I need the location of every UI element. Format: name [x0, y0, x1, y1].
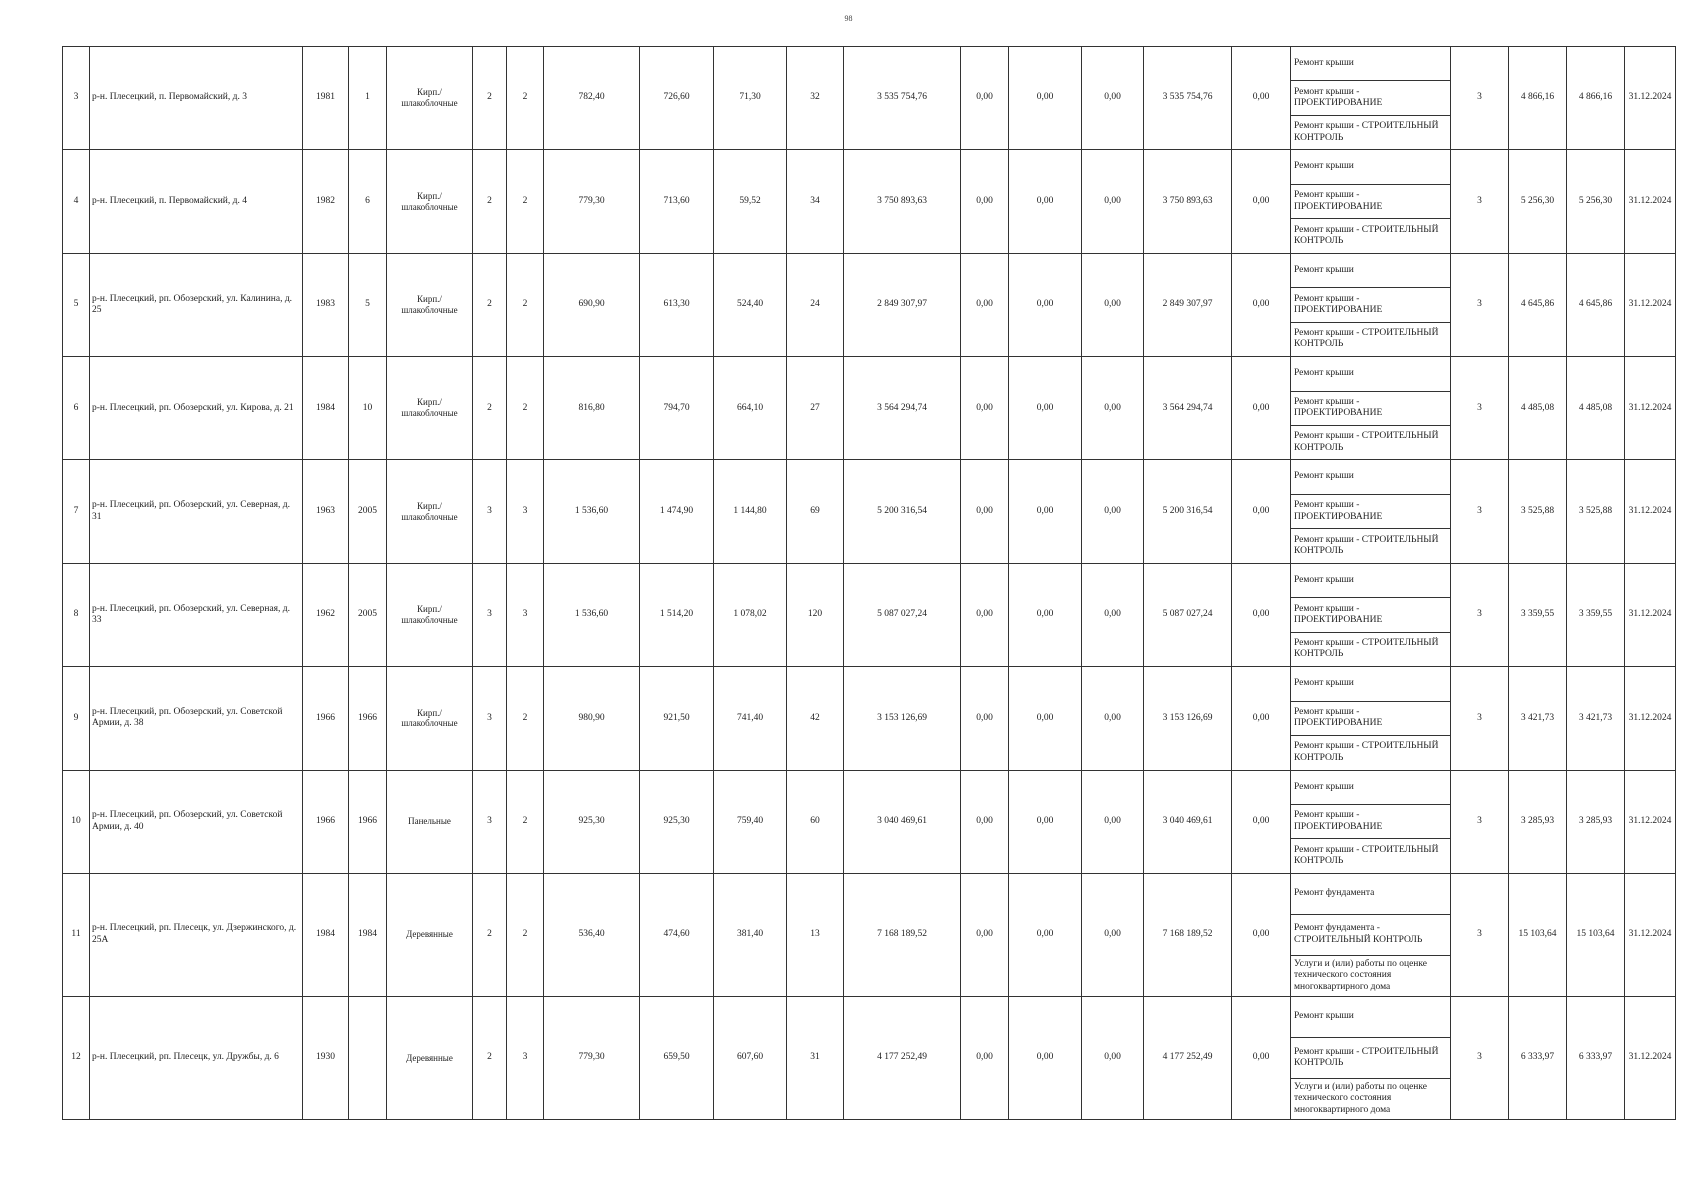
- deadline-cell: 31.12.2024: [1625, 873, 1676, 996]
- total-area-cell: 779,30: [544, 996, 640, 1119]
- total-cost-cell: 4 177 252,49: [844, 996, 961, 1119]
- residents-cell: 60: [787, 770, 844, 873]
- max-cost-per-sqm-cell: 3 525,88: [1567, 460, 1625, 563]
- work-item: Ремонт крыши - ПРОЕКТИРОВАНИЕ: [1291, 392, 1450, 426]
- other-funds-cell: 0,00: [1232, 47, 1291, 150]
- works-list: [1291, 874, 1450, 996]
- year-built-cell: 1982: [303, 150, 349, 253]
- works-cell: [1291, 996, 1451, 1119]
- living-area-cell: 925,30: [640, 770, 714, 873]
- living-area-cell: 726,60: [640, 47, 714, 150]
- table-row: [63, 47, 1676, 150]
- total-area-cell: 782,40: [544, 47, 640, 150]
- priority-cell: 3: [1451, 253, 1509, 356]
- entrances-cell: 2: [507, 770, 544, 873]
- total-area-cell: 1 536,60: [544, 460, 640, 563]
- federal-funds-cell: 0,00: [961, 47, 1009, 150]
- table-row: [63, 460, 1676, 563]
- other-funds-cell: 0,00: [1232, 996, 1291, 1119]
- deadline-cell: 31.12.2024: [1625, 770, 1676, 873]
- entrances-cell: 3: [507, 460, 544, 563]
- table-row: [63, 253, 1676, 356]
- total-area-cell: 925,30: [544, 770, 640, 873]
- table-row: [63, 873, 1676, 996]
- total-cost-cell: 3 564 294,74: [844, 357, 961, 460]
- row-number-cell: 4: [63, 150, 90, 253]
- priority-cell: 3: [1451, 770, 1509, 873]
- year-last-repair-cell: 1966: [349, 667, 387, 770]
- work-item: Ремонт крыши - СТРОИТЕЛЬНЫЙ КОНТРОЛЬ: [1294, 534, 1439, 557]
- year-last-repair-cell: 10: [349, 357, 387, 460]
- page-number: 98: [844, 14, 853, 23]
- residents-cell: 34: [787, 150, 844, 253]
- deadline-cell: 31.12.2024: [1625, 460, 1676, 563]
- municipal-funds-cell: 0,00: [1082, 357, 1144, 460]
- entrances-cell: 2: [507, 667, 544, 770]
- repair-program-table: [62, 46, 1676, 1120]
- total-cost-cell: 3 535 754,76: [844, 47, 961, 150]
- address-cell: р-н. Плесецкий, рп. Плесецк, ул. Дзержинского, д. 25А: [90, 873, 303, 996]
- works-list: [1291, 667, 1450, 769]
- owners-funds-cell: 3 535 754,76: [1144, 47, 1232, 150]
- work-item: Ремонт крыши - СТРОИТЕЛЬНЫЙ КОНТРОЛЬ: [1294, 224, 1439, 246]
- priority-cell: 3: [1451, 357, 1509, 460]
- priority-cell: 3: [1451, 667, 1509, 770]
- owned-area-cell: 381,40: [714, 873, 787, 996]
- regional-funds-cell: 0,00: [1009, 996, 1082, 1119]
- entrances-cell: 3: [507, 996, 544, 1119]
- residents-cell: 27: [787, 357, 844, 460]
- deadline-cell: 31.12.2024: [1625, 357, 1676, 460]
- work-item: Ремонт крыши - СТРОИТЕЛЬНЫЙ КОНТРОЛЬ: [1291, 1038, 1450, 1079]
- entrances-cell: 3: [507, 563, 544, 666]
- entrances-cell: 2: [507, 357, 544, 460]
- owners-funds-cell: 3 750 893,63: [1144, 150, 1232, 253]
- wall-material-cell: Панельные: [387, 770, 473, 873]
- work-item: Ремонт крыши - ПРОЕКТИРОВАНИЕ: [1291, 805, 1450, 839]
- year-built-cell: 1983: [303, 253, 349, 356]
- owners-funds-cell: 3 153 126,69: [1144, 667, 1232, 770]
- total-area-cell: 1 536,60: [544, 563, 640, 666]
- priority-cell: 3: [1451, 47, 1509, 150]
- total-area-cell: 980,90: [544, 667, 640, 770]
- work-item: Ремонт крыши - ПРОЕКТИРОВАНИЕ: [1291, 702, 1450, 736]
- floors-cell: 2: [473, 873, 507, 996]
- works-cell: [1291, 667, 1451, 770]
- max-cost-per-sqm-cell: 3 285,93: [1567, 770, 1625, 873]
- owners-funds-cell: 4 177 252,49: [1144, 996, 1232, 1119]
- table-row: [63, 770, 1676, 873]
- work-item: Ремонт крыши: [1291, 771, 1450, 805]
- work-item: Ремонт крыши - ПРОЕКТИРОВАНИЕ: [1291, 598, 1450, 632]
- address-cell: р-н. Плесецкий, рп. Обозерский, ул. Советской Армии, д. 40: [90, 770, 303, 873]
- work-item: Услуги и (или) работы по оценке технического состояния многоквартирного дома: [1294, 1081, 1427, 1115]
- works-list: [1291, 564, 1450, 666]
- works-cell: [1291, 357, 1451, 460]
- work-item: Ремонт крыши: [1291, 667, 1450, 701]
- owned-area-cell: 664,10: [714, 357, 787, 460]
- work-item: Ремонт крыши: [1291, 150, 1450, 184]
- other-funds-cell: 0,00: [1232, 770, 1291, 873]
- work-item: Ремонт крыши - СТРОИТЕЛЬНЫЙ КОНТРОЛЬ: [1294, 431, 1439, 453]
- total-cost-cell: 3 040 469,61: [844, 770, 961, 873]
- owners-funds-cell: 7 168 189,52: [1144, 873, 1232, 996]
- regional-funds-cell: 0,00: [1009, 873, 1082, 996]
- cost-per-sqm-cell: 3 525,88: [1509, 460, 1567, 563]
- year-built-cell: 1966: [303, 667, 349, 770]
- other-funds-cell: 0,00: [1232, 150, 1291, 253]
- owned-area-cell: 759,40: [714, 770, 787, 873]
- other-funds-cell: 0,00: [1232, 563, 1291, 666]
- works-list: [1291, 997, 1450, 1119]
- wall-material-cell: Деревянные: [387, 996, 473, 1119]
- municipal-funds-cell: 0,00: [1082, 460, 1144, 563]
- living-area-cell: 921,50: [640, 667, 714, 770]
- cost-per-sqm-cell: 4 645,86: [1509, 253, 1567, 356]
- deadline-cell: 31.12.2024: [1625, 996, 1676, 1119]
- max-cost-per-sqm-cell: 5 256,30: [1567, 150, 1625, 253]
- work-item: Ремонт крыши - ПРОЕКТИРОВАНИЕ: [1291, 81, 1450, 115]
- residents-cell: 24: [787, 253, 844, 356]
- other-funds-cell: 0,00: [1232, 873, 1291, 996]
- row-number-cell: 5: [63, 253, 90, 356]
- regional-funds-cell: 0,00: [1009, 150, 1082, 253]
- year-last-repair-cell: 1966: [349, 770, 387, 873]
- wall-material-cell: Кирп./ шлакоблочные: [387, 460, 473, 563]
- floors-cell: 3: [473, 460, 507, 563]
- max-cost-per-sqm-cell: 4 645,86: [1567, 253, 1625, 356]
- residents-cell: 120: [787, 563, 844, 666]
- max-cost-per-sqm-cell: 3 421,73: [1567, 667, 1625, 770]
- work-item: Ремонт фундамента: [1291, 874, 1450, 915]
- owners-funds-cell: 5 087 027,24: [1144, 563, 1232, 666]
- max-cost-per-sqm-cell: 15 103,64: [1567, 873, 1625, 996]
- work-item: Ремонт крыши - ПРОЕКТИРОВАНИЕ: [1291, 495, 1450, 529]
- works-cell: [1291, 150, 1451, 253]
- table-row: [63, 150, 1676, 253]
- total-cost-cell: 2 849 307,97: [844, 253, 961, 356]
- address-cell: р-н. Плесецкий, п. Первомайский, д. 4: [90, 150, 303, 253]
- cost-per-sqm-cell: 5 256,30: [1509, 150, 1567, 253]
- year-last-repair-cell: 2005: [349, 563, 387, 666]
- wall-material-cell: Деревянные: [387, 873, 473, 996]
- cost-per-sqm-cell: 4 485,08: [1509, 357, 1567, 460]
- cost-per-sqm-cell: 3 421,73: [1509, 667, 1567, 770]
- priority-cell: 3: [1451, 563, 1509, 666]
- federal-funds-cell: 0,00: [961, 873, 1009, 996]
- residents-cell: 32: [787, 47, 844, 150]
- deadline-cell: 31.12.2024: [1625, 150, 1676, 253]
- cost-per-sqm-cell: 15 103,64: [1509, 873, 1567, 996]
- owned-area-cell: 1 078,02: [714, 563, 787, 666]
- address-cell: р-н. Плесецкий, рп. Обозерский, ул. Северная, д. 33: [90, 563, 303, 666]
- regional-funds-cell: 0,00: [1009, 357, 1082, 460]
- year-last-repair-cell: 2005: [349, 460, 387, 563]
- max-cost-per-sqm-cell: 3 359,55: [1567, 563, 1625, 666]
- municipal-funds-cell: 0,00: [1082, 667, 1144, 770]
- municipal-funds-cell: 0,00: [1082, 253, 1144, 356]
- owners-funds-cell: 3 564 294,74: [1144, 357, 1232, 460]
- total-cost-cell: 3 153 126,69: [844, 667, 961, 770]
- total-area-cell: 690,90: [544, 253, 640, 356]
- floors-cell: 2: [473, 996, 507, 1119]
- living-area-cell: 1 514,20: [640, 563, 714, 666]
- work-item: Услуги и (или) работы по оценке технического состояния многоквартирного дома: [1294, 958, 1427, 992]
- priority-cell: 3: [1451, 996, 1509, 1119]
- residents-cell: 13: [787, 873, 844, 996]
- municipal-funds-cell: 0,00: [1082, 150, 1144, 253]
- deadline-cell: 31.12.2024: [1625, 253, 1676, 356]
- entrances-cell: 2: [507, 873, 544, 996]
- cost-per-sqm-cell: 3 359,55: [1509, 563, 1567, 666]
- address-cell: р-н. Плесецкий, рп. Обозерский, ул. Советской Армии, д. 38: [90, 667, 303, 770]
- row-number-cell: 11: [63, 873, 90, 996]
- municipal-funds-cell: 0,00: [1082, 563, 1144, 666]
- works-cell: [1291, 460, 1451, 563]
- regional-funds-cell: 0,00: [1009, 667, 1082, 770]
- year-built-cell: 1963: [303, 460, 349, 563]
- floors-cell: 3: [473, 667, 507, 770]
- year-built-cell: 1930: [303, 996, 349, 1119]
- work-item: Ремонт крыши - СТРОИТЕЛЬНЫЙ КОНТРОЛЬ: [1294, 121, 1439, 143]
- row-number-cell: 3: [63, 47, 90, 150]
- floors-cell: 3: [473, 563, 507, 666]
- total-cost-cell: 3 750 893,63: [844, 150, 961, 253]
- cost-per-sqm-cell: 6 333,97: [1509, 996, 1567, 1119]
- work-item: Ремонт крыши: [1291, 997, 1450, 1038]
- owners-funds-cell: 5 200 316,54: [1144, 460, 1232, 563]
- max-cost-per-sqm-cell: 4 866,16: [1567, 47, 1625, 150]
- works-cell: [1291, 770, 1451, 873]
- wall-material-cell: Кирп./ шлакоблочные: [387, 357, 473, 460]
- other-funds-cell: 0,00: [1232, 357, 1291, 460]
- work-item: Ремонт крыши: [1291, 254, 1450, 288]
- federal-funds-cell: 0,00: [961, 253, 1009, 356]
- works-list: [1291, 47, 1450, 149]
- work-item: Ремонт крыши: [1291, 357, 1450, 391]
- address-cell: р-н. Плесецкий, рп. Обозерский, ул. Калинина, д. 25: [90, 253, 303, 356]
- owned-area-cell: 524,40: [714, 253, 787, 356]
- works-cell: [1291, 873, 1451, 996]
- total-area-cell: 779,30: [544, 150, 640, 253]
- priority-cell: 3: [1451, 460, 1509, 563]
- living-area-cell: 474,60: [640, 873, 714, 996]
- row-number-cell: 10: [63, 770, 90, 873]
- living-area-cell: 794,70: [640, 357, 714, 460]
- year-last-repair-cell: 1984: [349, 873, 387, 996]
- year-last-repair-cell: 5: [349, 253, 387, 356]
- residents-cell: 42: [787, 667, 844, 770]
- deadline-cell: 31.12.2024: [1625, 563, 1676, 666]
- row-number-cell: 9: [63, 667, 90, 770]
- work-item: Ремонт крыши: [1291, 564, 1450, 598]
- other-funds-cell: 0,00: [1232, 253, 1291, 356]
- works-list: [1291, 150, 1450, 252]
- municipal-funds-cell: 0,00: [1082, 47, 1144, 150]
- max-cost-per-sqm-cell: 4 485,08: [1567, 357, 1625, 460]
- table-row: [63, 667, 1676, 770]
- total-cost-cell: 5 087 027,24: [844, 563, 961, 666]
- total-area-cell: 816,80: [544, 357, 640, 460]
- works-list: [1291, 254, 1450, 356]
- year-built-cell: 1984: [303, 873, 349, 996]
- living-area-cell: 1 474,90: [640, 460, 714, 563]
- living-area-cell: 659,50: [640, 996, 714, 1119]
- wall-material-cell: Кирп./ шлакоблочные: [387, 253, 473, 356]
- year-built-cell: 1984: [303, 357, 349, 460]
- row-number-cell: 8: [63, 563, 90, 666]
- works-list: [1291, 771, 1450, 873]
- address-cell: р-н. Плесецкий, рп. Обозерский, ул. Северная, д. 31: [90, 460, 303, 563]
- works-list: [1291, 460, 1450, 562]
- row-number-cell: 7: [63, 460, 90, 563]
- address-cell: р-н. Плесецкий, рп. Плесецк, ул. Дружбы, д. 6: [90, 996, 303, 1119]
- wall-material-cell: Кирп./ шлакоблочные: [387, 150, 473, 253]
- entrances-cell: 2: [507, 253, 544, 356]
- regional-funds-cell: 0,00: [1009, 563, 1082, 666]
- year-last-repair-cell: 6: [349, 150, 387, 253]
- total-area-cell: 536,40: [544, 873, 640, 996]
- works-cell: [1291, 563, 1451, 666]
- residents-cell: 69: [787, 460, 844, 563]
- federal-funds-cell: 0,00: [961, 996, 1009, 1119]
- works-cell: [1291, 47, 1451, 150]
- works-list: [1291, 357, 1450, 459]
- deadline-cell: 31.12.2024: [1625, 667, 1676, 770]
- regional-funds-cell: 0,00: [1009, 47, 1082, 150]
- municipal-funds-cell: 0,00: [1082, 996, 1144, 1119]
- regional-funds-cell: 0,00: [1009, 253, 1082, 356]
- address-cell: р-н. Плесецкий, рп. Обозерский, ул. Кирова, д. 21: [90, 357, 303, 460]
- entrances-cell: 2: [507, 47, 544, 150]
- table-row: [63, 357, 1676, 460]
- total-cost-cell: 7 168 189,52: [844, 873, 961, 996]
- other-funds-cell: 0,00: [1232, 667, 1291, 770]
- year-built-cell: 1962: [303, 563, 349, 666]
- work-item: Ремонт крыши - СТРОИТЕЛЬНЫЙ КОНТРОЛЬ: [1294, 844, 1439, 867]
- address-cell: р-н. Плесецкий, п. Первомайский, д. 3: [90, 47, 303, 150]
- table-row: [63, 563, 1676, 666]
- wall-material-cell: Кирп./ шлакоблочные: [387, 563, 473, 666]
- total-cost-cell: 5 200 316,54: [844, 460, 961, 563]
- floors-cell: 2: [473, 150, 507, 253]
- federal-funds-cell: 0,00: [961, 150, 1009, 253]
- owners-funds-cell: 3 040 469,61: [1144, 770, 1232, 873]
- row-number-cell: 12: [63, 996, 90, 1119]
- year-built-cell: 1966: [303, 770, 349, 873]
- row-number-cell: 6: [63, 357, 90, 460]
- work-item: Ремонт крыши - СТРОИТЕЛЬНЫЙ КОНТРОЛЬ: [1294, 327, 1439, 350]
- work-item: Ремонт крыши: [1291, 460, 1450, 494]
- wall-material-cell: Кирп./ шлакоблочные: [387, 667, 473, 770]
- work-item: Ремонт крыши - СТРОИТЕЛЬНЫЙ КОНТРОЛЬ: [1294, 638, 1439, 660]
- floors-cell: 3: [473, 770, 507, 873]
- work-item: Ремонт крыши: [1291, 47, 1450, 81]
- year-built-cell: 1981: [303, 47, 349, 150]
- federal-funds-cell: 0,00: [961, 460, 1009, 563]
- owned-area-cell: 59,52: [714, 150, 787, 253]
- floors-cell: 2: [473, 47, 507, 150]
- year-last-repair-cell: 1: [349, 47, 387, 150]
- work-item: Ремонт крыши - ПРОЕКТИРОВАНИЕ: [1291, 185, 1450, 219]
- regional-funds-cell: 0,00: [1009, 460, 1082, 563]
- work-item: Ремонт фундамента - СТРОИТЕЛЬНЫЙ КОНТРОЛЬ: [1291, 915, 1450, 956]
- max-cost-per-sqm-cell: 6 333,97: [1567, 996, 1625, 1119]
- wall-material-cell: Кирп./ шлакоблочные: [387, 47, 473, 150]
- owners-funds-cell: 2 849 307,97: [1144, 253, 1232, 356]
- priority-cell: 3: [1451, 150, 1509, 253]
- federal-funds-cell: 0,00: [961, 563, 1009, 666]
- federal-funds-cell: 0,00: [961, 667, 1009, 770]
- living-area-cell: 713,60: [640, 150, 714, 253]
- living-area-cell: 613,30: [640, 253, 714, 356]
- owned-area-cell: 71,30: [714, 47, 787, 150]
- table-row: [63, 996, 1676, 1119]
- federal-funds-cell: 0,00: [961, 357, 1009, 460]
- owned-area-cell: 741,40: [714, 667, 787, 770]
- municipal-funds-cell: 0,00: [1082, 770, 1144, 873]
- federal-funds-cell: 0,00: [961, 770, 1009, 873]
- priority-cell: 3: [1451, 873, 1509, 996]
- municipal-funds-cell: 0,00: [1082, 873, 1144, 996]
- other-funds-cell: 0,00: [1232, 460, 1291, 563]
- regional-funds-cell: 0,00: [1009, 770, 1082, 873]
- residents-cell: 31: [787, 996, 844, 1119]
- entrances-cell: 2: [507, 150, 544, 253]
- work-item: Ремонт крыши - ПРОЕКТИРОВАНИЕ: [1291, 288, 1450, 322]
- work-item: Ремонт крыши - СТРОИТЕЛЬНЫЙ КОНТРОЛЬ: [1294, 741, 1439, 763]
- owned-area-cell: 607,60: [714, 996, 787, 1119]
- floors-cell: 2: [473, 253, 507, 356]
- deadline-cell: 31.12.2024: [1625, 47, 1676, 150]
- works-cell: [1291, 253, 1451, 356]
- floors-cell: 2: [473, 357, 507, 460]
- year-last-repair-cell: [349, 996, 387, 1119]
- cost-per-sqm-cell: 3 285,93: [1509, 770, 1567, 873]
- cost-per-sqm-cell: 4 866,16: [1509, 47, 1567, 150]
- owned-area-cell: 1 144,80: [714, 460, 787, 563]
